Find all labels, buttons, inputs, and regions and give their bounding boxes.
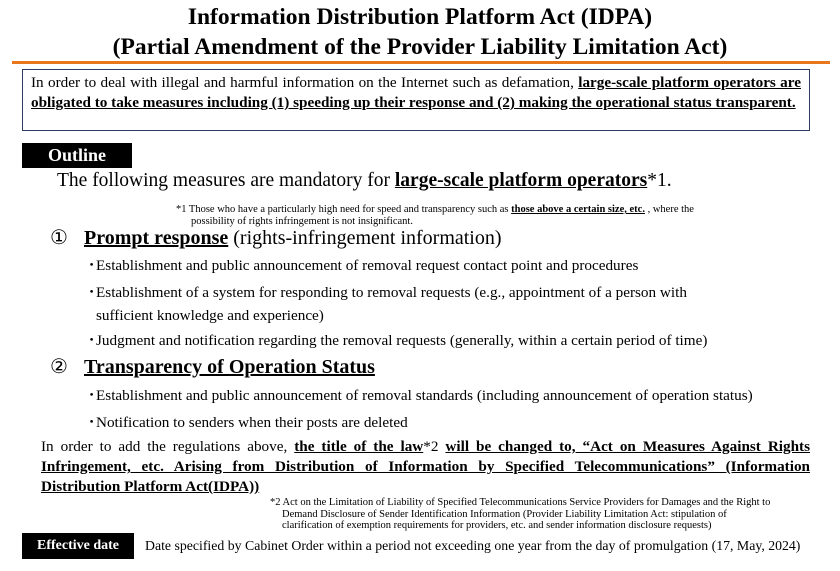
- bullet-marker: ・: [84, 284, 100, 301]
- note2-line-1: *2 Act on the Limitation of Liability of Specified Telecommunications Service Providers for Damages and the Right to: [270, 497, 771, 508]
- page-title-line-1: Information Distribution Platform Act (IDPA): [187, 4, 653, 30]
- outline-lead: [57, 168, 672, 194]
- bullet-marker: ・: [84, 414, 100, 431]
- note2-line-3: clarification of exemption requirements for providers, etc. and sender information disclosure requests): [282, 520, 712, 531]
- note1-line-2: possibility of rights infringement is not insignificant.: [191, 216, 413, 227]
- outline-label: Outline: [22, 143, 132, 168]
- lead-prefix: The following measures are mandatory for: [57, 170, 395, 191]
- bullet-marker: ・: [84, 257, 100, 274]
- list-item: [84, 330, 707, 352]
- closing-prefix: In order to add the regulations above,: [41, 438, 295, 455]
- bullet-marker: ・: [84, 387, 100, 404]
- note1-prefix: *1 Those who have a particularly high need for speed and transparency such as: [176, 204, 512, 215]
- lead-suffix: *1.: [647, 170, 672, 191]
- list-item-continuation: sufficient knowledge and experience): [96, 307, 324, 324]
- lead-emphasis: large-scale platform operators: [394, 170, 648, 191]
- intro-text: In order to deal with illegal and harmful information on the Internet such as defamation,: [31, 74, 579, 91]
- list-item-text: Notification to senders when their posts are deleted: [96, 414, 408, 431]
- bullet-marker: ・: [84, 332, 100, 349]
- section-heading: Prompt response: [84, 227, 229, 249]
- section-heading-suffix: (rights-infringement information): [228, 227, 502, 249]
- note1-emphasis: those above a certain size, etc.: [511, 204, 645, 215]
- list-item: [84, 282, 687, 304]
- section-number: ②: [50, 356, 68, 378]
- closing-paragraph: [41, 437, 810, 497]
- list-item: [84, 385, 753, 407]
- section-prompt-response: [50, 225, 502, 251]
- intro-box: [22, 69, 810, 131]
- section-number: ①: [50, 227, 68, 249]
- list-item-text: Establishment and public announcement of removal request contact point and procedures: [96, 257, 639, 274]
- list-item: [84, 412, 408, 434]
- section-transparency: [50, 354, 375, 380]
- section-heading: Transparency of Operation Status: [84, 356, 375, 378]
- effective-date-label: Effective date: [22, 533, 134, 559]
- list-item-text: Establishment of a system for responding to removal requests (e.g., appointment of a person with: [96, 284, 687, 301]
- list-item-text: Establishment and public announcement of removal standards (including announcement of operation status): [96, 387, 753, 404]
- note2-line-2: Demand Disclosure of Sender Identification Information (Provider Liability Limitation Act: stipulation of: [282, 508, 727, 520]
- note1-suffix: , where the: [644, 204, 694, 215]
- page-title-line-2: (Partial Amendment of the Provider Liability Limitation Act): [112, 34, 728, 60]
- intro-emphasis: large-scale platform operators are obligated to take measures including (1) speeding up their response and (2) making the operational status transparent.: [31, 74, 801, 111]
- closing-emphasis-2: will be changed to, “Act on Measures Against Rights Infringement, etc. Arising from Distribution of Information by Specified Telecommunications” (Information Distribution Platform Act(IDPA)): [41, 438, 811, 495]
- list-item-text: Judgment and notification regarding the removal requests (generally, within a certain period of time): [96, 332, 708, 349]
- effective-date-text: Date specified by Cabinet Order within a period not exceeding one year from the day of promulgation (17, May, 2024): [145, 538, 801, 553]
- list-item: [84, 255, 638, 277]
- footnote-2: [270, 497, 815, 532]
- closing-emphasis-1: the title of the law: [294, 438, 424, 455]
- title-divider: [12, 61, 830, 64]
- closing-footnote-mark: *2: [423, 438, 446, 455]
